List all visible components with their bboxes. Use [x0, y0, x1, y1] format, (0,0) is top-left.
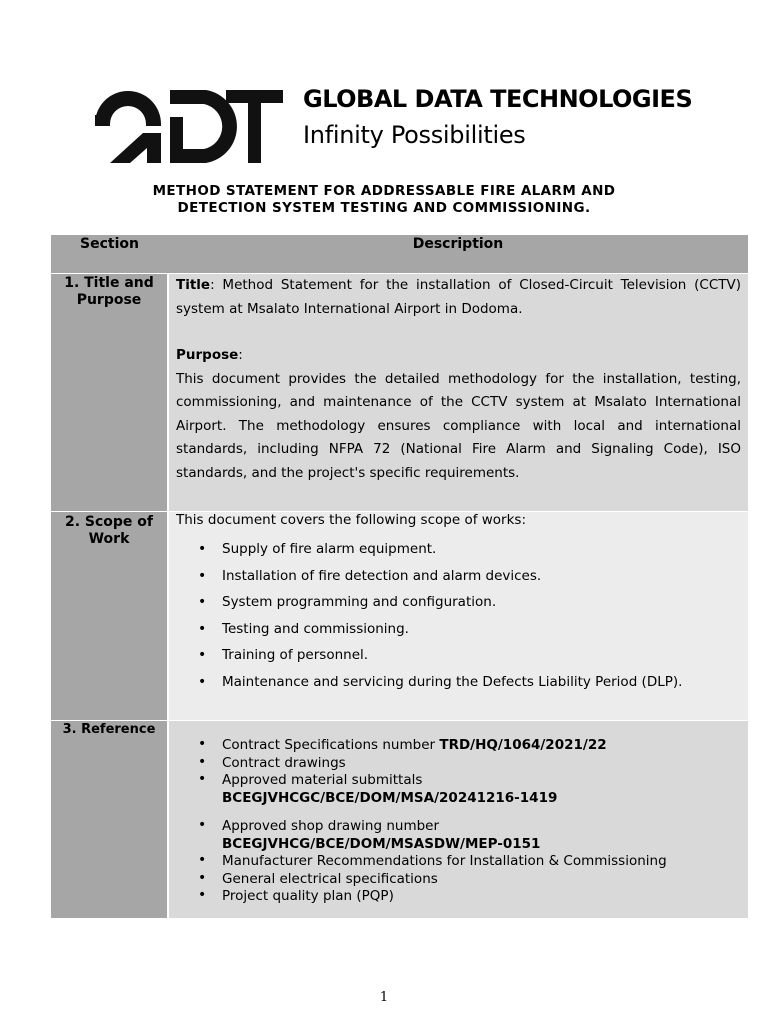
list-item: • Training of personnel. — [176, 647, 741, 674]
section-title-line-1: 2. Scope of — [64, 514, 154, 530]
purpose-heading: Purpose: — [176, 347, 243, 363]
list-item: • Approved shop drawing number BCEGJVHCG/BCE/DOM/MSASDW/MEP-0151 — [176, 818, 741, 853]
scope-list — [176, 541, 741, 700]
section-column-header: Section — [80, 236, 139, 252]
list-item: • System programming and configuration. — [176, 594, 741, 621]
description-column-header: Description — [412, 236, 504, 252]
company-tagline: Infinity Possibilities — [303, 121, 526, 149]
list-item: • General electrical specifications — [176, 871, 741, 889]
table-row — [51, 511, 748, 720]
list-item: • Maintenance and servicing during the Defects Liability Period (DLP). — [176, 674, 741, 701]
purpose-text: This document provides the detailed methodology for the installation, testing, commissioning, and maintenance of the CCTV system at Msalato International Airport. The methodology ensures compliance with local and international standards, including NFPA 72 (National Fire Alarm and Signaling Code), ISO standards, and the project's specific requirements. — [176, 370, 741, 481]
description-cell — [169, 721, 748, 918]
description-cell — [169, 274, 748, 511]
purpose-label: Purpose — [176, 347, 239, 363]
gdt-logo — [95, 88, 285, 164]
spec-number: TRD/HQ/1064/2021/22 — [439, 737, 607, 753]
table-header-row — [51, 235, 748, 273]
table-row — [51, 273, 748, 511]
list-item: • Testing and commissioning. — [176, 621, 741, 648]
company-block — [303, 84, 692, 150]
submittals-number: BCEGJVHCGC/BCE/DOM/MSA/20241216-1419 — [222, 789, 558, 806]
document-title-line-2: DETECTION SYSTEM TESTING AND COMMISSIONING. — [177, 200, 591, 216]
list-item: • Project quality plan (PQP) — [176, 888, 741, 906]
section-cell — [51, 274, 169, 511]
list-item: • Manufacturer Recommendations for Installation & Commissioning — [176, 853, 741, 871]
method-statement-table — [51, 235, 748, 918]
company-name: GLOBAL DATA TECHNOLOGIES — [303, 85, 693, 113]
shop-drawing-number: BCEGJVHCG/BCE/DOM/MSASDW/MEP-0151 — [222, 835, 541, 852]
section-title-line-2: Work — [88, 531, 130, 547]
section-cell — [51, 512, 169, 720]
page-number: 1 — [379, 990, 389, 1005]
title-label: Title — [176, 277, 211, 293]
section-title-line-1: 1. Title and — [64, 275, 154, 291]
title-text: : Method Statement for the installation of Closed-Circuit Television (CCTV) system at Msalato International Airport in Dodoma. — [176, 277, 741, 317]
reference-list — [176, 737, 741, 906]
section-title-line-1: 3. Reference — [62, 722, 156, 737]
list-item: • Approved material submittals BCEGJVHCGC/BCE/DOM/MSA/20241216-1419 — [176, 772, 741, 807]
list-item: • Installation of fire detection and alarm devices. — [176, 568, 741, 595]
title-paragraph — [176, 274, 741, 321]
document-title-line-1: METHOD STATEMENT FOR ADDRESSABLE FIRE ALARM AND — [152, 183, 616, 199]
list-item: • Contract drawings — [176, 755, 741, 773]
document-title — [0, 183, 768, 217]
scope-intro: This document covers the following scope of works: — [176, 512, 526, 528]
table-row — [51, 720, 748, 918]
section-title-line-2: Purpose — [76, 292, 142, 308]
list-item: • Contract Specifications number TRD/HQ/1064/2021/22 — [176, 737, 741, 755]
section-cell — [51, 721, 169, 918]
description-cell — [169, 512, 748, 720]
list-item: • Supply of fire alarm equipment. — [176, 541, 741, 568]
